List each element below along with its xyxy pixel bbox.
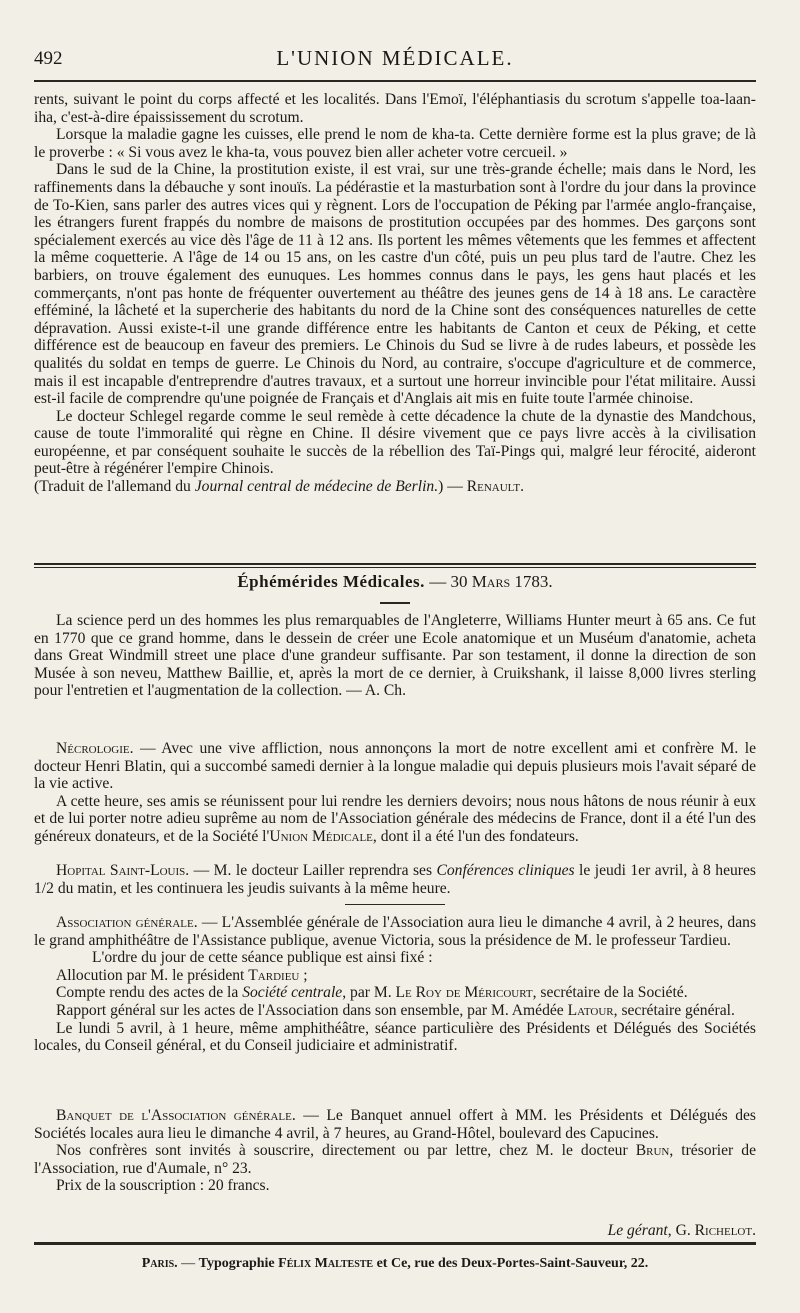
necrologie-paragraph: Nécrologie. — Avec une vive affliction, nous annonçons la mort de notre excellent ami et confrère M. le docteur Henri Blatin, qui a succombé samedi dernier à la longue maladie qui depuis plusieurs mois l'avait séparé de la vie active. xyxy=(34,740,756,793)
banquet-paragraph: Banquet de l'Association générale. — Le Banquet annuel offert à MM. les Présidents et Délégués des Sociétés locales aura lieu le dimanche 4 avril, à 7 heures, au Grand-Hôtel, boulevard des Capucines. xyxy=(34,1107,756,1142)
signature: Le gérant, G. Richelot. xyxy=(607,1222,756,1239)
necrologie-label: Nécrologie. xyxy=(56,740,134,757)
article-paragraph: Dans le sud de la Chine, la prostitution existe, il est vrai, sur une très-grande échelle; mais dans le Nord, les raffinements dans la débauche y sont inouïs. La pédérastie et la masturbation sont à l'ordre du jour dans la province de To-Kien, sans parler des autres vices qui y règnent. Lors de l'occupation de Péking par l'armée anglo-française, les étrangers furent frappés du nombre de maisons de prostitution occupées par des hommes. Des garçons sont spécialement exercés au vice dès l'âge de 11 à 12 ans. Ils portent les mêmes vêtements que les femmes et affectent la même coquetterie. A l'âge de 14 ou 15 ans, on les castre d'un côté, puis un peu plus tard de l'autre. Chez les barbiers, on trouve également des eunuques. Les hommes connus dans le pays, les gens haut placés et les commerçants, n'ont pas honte de fréquenter ouvertement au théâtre des jeunes gens de 14 à 18 ans. Le caractère efféminé, la lâcheté et la supercherie des habitants du nord de la Chine sont des conséquences naturelles de cette dépravation. Aussi existe-t-il une grande différence entre les habitants de Canton et ceux de Péking, et cette différence est de beaucoup en faveur des premiers. Le Chinois du Sud se livre à de rudes labeurs, et possède les qualités du soldat en temps de guerre. Le Chinois du Nord, au contraire, s'occupe d'agriculture et de commerce, mais il est incapable d'entreprendre d'autres travaux, et a surtout une horreur invincible pour l'état militaire. Aussi est-il facile de comprendre qu'une poignée de Français et d'Anglais ait mis en fuite toute l'armée chinoise. xyxy=(34,161,756,408)
page-number: 492 xyxy=(34,48,63,69)
header-rule xyxy=(34,80,756,82)
signature-name: Richelot. xyxy=(694,1222,756,1239)
article-continuation xyxy=(34,91,756,496)
association-paragraph: Association générale. — L'Assemblée générale de l'Association aura lieu le dimanche 4 avril, à 2 heures, dans le grand amphithéâtre de l'Assistance publique, avenue Victoria, sous la présidence de M. le professeur Tardieu. xyxy=(34,914,757,949)
journal-page xyxy=(34,0,756,1313)
banquet-invite: Nos confrères sont invités à souscrire, directement ou par lettre, chez M. le docteur Brun, trésorier de l'Association, rue d'Aumale, n° 23. xyxy=(34,1142,756,1177)
agenda-item: Allocution par M. le président Tardieu ; xyxy=(56,966,308,984)
agenda-item: Compte rendu des actes de la Société centrale, par M. Le Roy de Méricourt, secrétaire de la Société. xyxy=(56,984,688,1002)
printer-footer: Paris. — Typographie Félix Malteste et Ce, rue des Deux-Portes-Saint-Sauveur, 22. xyxy=(141,1256,649,1271)
necrologie-section xyxy=(34,740,756,846)
ephemerides-heading: Éphémérides Médicales. — 30 Mars 1783. xyxy=(237,572,553,591)
translator-name: Renault. xyxy=(466,478,524,496)
banquet-price: Prix de la souscription : 20 francs. xyxy=(56,1177,270,1195)
footer-rule xyxy=(34,1242,756,1245)
article-paragraph: Lorsque la maladie gagne les cuisses, elle prend le nom de kha-ta. Cette dernière forme est la plus grave; de là le proverbe : « Si vous avez le kha-ta, vous pouvez bien aller acheter votre cercueil. » xyxy=(34,126,756,161)
article-paragraph: rents, suivant le point du corps affecté et les localités. Dans l'Emoï, l'éléphantiasis du scrotum s'appelle toa-laan-iha, c'est-à-dire épaississement du scrotum. xyxy=(34,91,756,126)
hopital-section xyxy=(34,862,756,897)
association-label: Association générale. xyxy=(56,914,198,931)
footer-city: Paris. xyxy=(141,1256,178,1271)
signature-role: Le gérant xyxy=(607,1222,668,1239)
section-rule-top xyxy=(34,563,756,565)
translation-credit: (Traduit de l'allemand du Journal central de médecine de Berlin.) — Renault. xyxy=(34,478,524,496)
agenda-item: Le lundi 5 avril, à 1 heure, même amphithéâtre, séance particulière des Présidents et Délégués des Sociétés locales, du Conseil général, et du Conseil judiciaire et administratif. xyxy=(34,1019,756,1055)
ephemerides-body xyxy=(34,612,756,700)
source-journal: Journal central de médecine de Berlin. xyxy=(194,478,439,496)
journal-title: L'UNION MÉDICALE. xyxy=(276,46,514,70)
necrologie-paragraph: A cette heure, ses amis se réunissent pour lui rendre les derniers devoirs; nous nous hâtons de nous réunir à eux et de lui porter notre adieu suprême au nom de l'Association générale des médecins de France, dont il a été l'un des généreux donateurs, et de la Société l'Union Médicale, dont il a été l'un des fondateurs. xyxy=(34,792,756,845)
agenda-intro: L'ordre du jour de cette séance publique est ainsi fixé : xyxy=(92,949,433,967)
agenda-item: Rapport général sur les actes de l'Association dans son ensemble, par M. Amédée Latour, secrétaire général. xyxy=(56,1001,735,1019)
section-rule-bottom xyxy=(34,567,756,568)
ephemerides-text: La science perd un des hommes les plus remarquables de l'Angleterre, Williams Hunter meurt à 65 ans. Ce fut en 1770 que ce grand homme, dans le dessein de créer une Ecole anatomique et un Muséum d'anatomie, acheta dans Great Windmill street une place d'une grandeur suffisante. Par son testament, il donne la direction de son Musée à son neveu, Matthew Baillie, et, après la mort de ce dernier, à Cruikshank, il laisse 8,000 livres sterling pour l'entretien et l'augmentation de la collection. — A. Ch. xyxy=(34,612,756,700)
short-rule xyxy=(380,602,410,604)
page-header xyxy=(34,44,756,74)
hopital-label: Hopital Saint-Louis. xyxy=(56,862,190,879)
ephemerides-title: Éphémérides Médicales. xyxy=(237,572,425,591)
printer-name: Félix Malteste xyxy=(278,1256,374,1271)
article-paragraph: Le docteur Schlegel regarde comme le seul remède à cette décadence la chute de la dynastie des Mandchous, cause de toute l'immoralité qui règne en Chine. Il désire vivement que ce pays livre accès à la civilisation européenne, et par conséquent souhaite le succès de la rébellion des Taï-Pings qui, malgré leur férocité, aideront peut-être à régénérer l'empire Chinois. xyxy=(34,407,756,478)
hopital-paragraph: Hopital Saint-Louis. — M. le docteur Lailler reprendra ses Conférences cliniques le jeudi 1er avril, à 8 heures 1/2 du matin, et les continuera les jeudis suivants à la même heure. xyxy=(34,862,756,897)
banquet-label: Banquet de l'Association générale. xyxy=(56,1107,296,1124)
association-section xyxy=(34,914,756,1055)
banquet-section xyxy=(34,1107,756,1195)
short-rule xyxy=(345,904,445,905)
